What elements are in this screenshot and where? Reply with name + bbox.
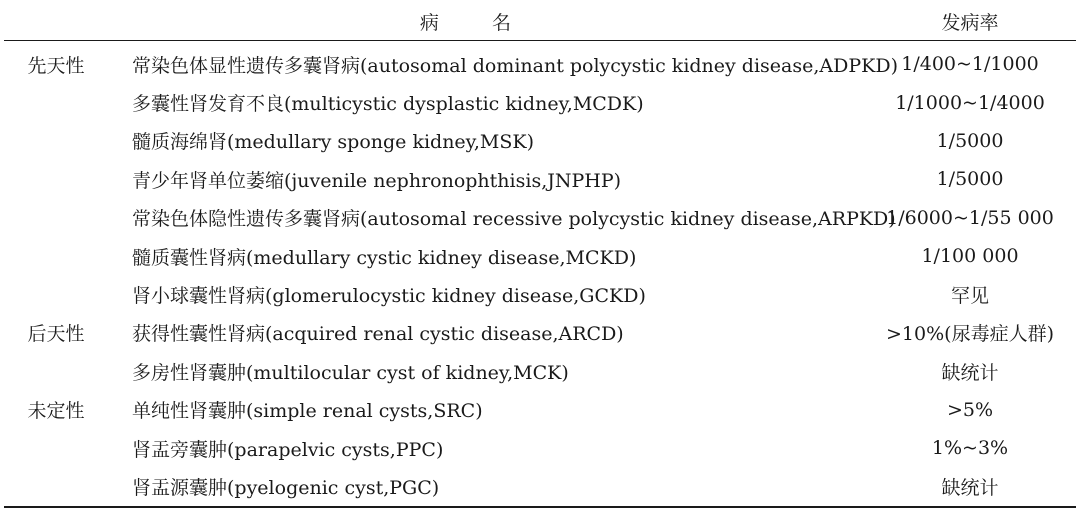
table-body (4, 41, 1076, 507)
table-row (4, 429, 1076, 467)
row-category (4, 122, 124, 160)
row-disease-name: 肾盂源囊肿(pyelogenic cyst,PGC) (124, 467, 864, 506)
table-row (4, 237, 1076, 275)
table-row (4, 41, 1076, 84)
row-disease-name: 肾小球囊性肾病(glomerulocystic kidney disease,GCKD) (132, 285, 646, 308)
row-incidence-rate: >10%(尿毒症人群) (886, 323, 1054, 346)
header-incidence-rate: 发病率 (864, 2, 1076, 41)
table-row (4, 352, 1076, 390)
row-category (4, 83, 124, 121)
row-disease-name: 髓质海绵肾(medullary sponge kidney,MSK) (132, 131, 535, 154)
table-row (4, 467, 1076, 506)
row-incidence-rate: 1%~3% (931, 437, 1009, 460)
row-disease-name: 常染色体显性遗传多囊肾病(autosomal dominant polycystic kidney disease,ADPKD) (132, 54, 898, 77)
header-row (4, 2, 1076, 41)
row-category (4, 275, 124, 313)
row-incidence-rate: 1/5000 (936, 129, 1004, 152)
row-disease-name: 髓质囊性肾病(medullary cystic kidney disease,MCKD) (132, 246, 637, 269)
row-disease-name: 青少年肾单位萎缩(juvenile nephronophthisis,JNPHP) (132, 169, 622, 192)
row-disease-name: 获得性囊性肾病(acquired renal cystic disease,ARCD) (132, 323, 624, 346)
row-incidence-rate: 缺统计 (864, 467, 1076, 506)
table-row (4, 314, 1076, 352)
table-row (4, 83, 1076, 121)
row-category: 后天性 (27, 323, 85, 346)
row-category: 未定性 (27, 400, 85, 423)
table-header (4, 2, 1076, 41)
row-category: 先天性 (27, 54, 85, 77)
row-category (4, 467, 124, 506)
row-disease-name: 多房性肾囊肿(multilocular cyst of kidney,MCK) (132, 361, 569, 384)
row-disease-name: 多囊性肾发育不良(multicystic dysplastic kidney,MCDK) (132, 93, 644, 116)
row-disease-name: 单纯性肾囊肿(simple renal cysts,SRC) (132, 400, 483, 423)
header-category (4, 2, 124, 41)
row-incidence-rate: 1/100 000 (921, 245, 1019, 268)
row-incidence-rate: 1/400~1/1000 (901, 53, 1039, 76)
table-row (4, 160, 1076, 198)
row-incidence-rate: 1/1000~1/4000 (895, 91, 1045, 114)
row-disease-name: 肾盂旁囊肿(parapelvic cysts,PPC) (132, 438, 444, 461)
row-category (4, 160, 124, 198)
table-row (4, 391, 1076, 429)
table-row (4, 199, 1076, 237)
cystic-kidney-disease-table (4, 2, 1076, 508)
table-row (4, 275, 1076, 313)
row-category (4, 429, 124, 467)
row-incidence-rate: 1/6000~1/55 000 (886, 206, 1054, 229)
row-category (4, 237, 124, 275)
row-disease-name: 常染色体隐性遗传多囊肾病(autosomal recessive polycystic kidney disease,ARPKD) (132, 208, 896, 231)
row-incidence-rate: 罕见 (950, 285, 989, 308)
header-disease-name: 病 名 (124, 2, 864, 41)
table-row (4, 122, 1076, 160)
row-incidence-rate: 1/5000 (936, 168, 1004, 191)
row-incidence-rate: >5% (946, 398, 994, 421)
row-category (4, 352, 124, 390)
row-category (4, 199, 124, 237)
row-incidence-rate: 缺统计 (941, 361, 999, 384)
